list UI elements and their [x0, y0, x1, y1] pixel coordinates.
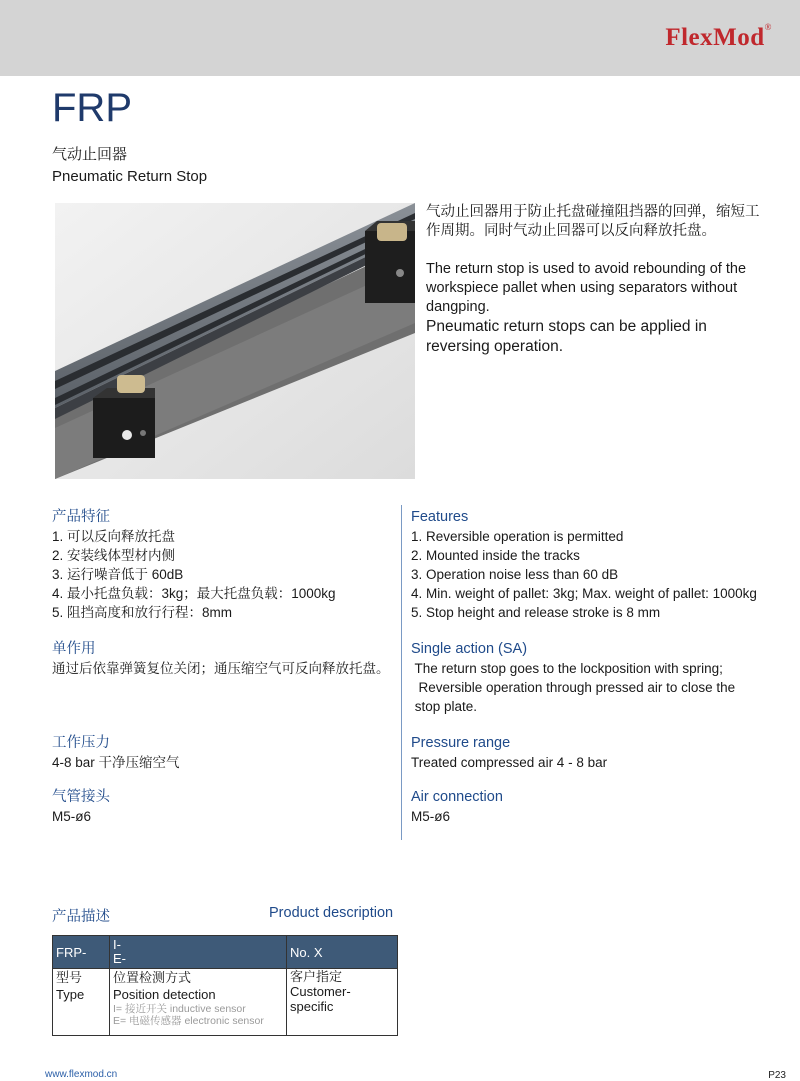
single-action-en [411, 640, 781, 716]
pressure-cn-text: 4-8 bar 干净压缩空气 [52, 755, 180, 770]
list-item: 4. Min. weight of pallet: 3kg; Max. weight of pallet: 1000kg [411, 586, 757, 601]
code-sensor-option: I- [113, 937, 121, 952]
air-connection-cn-text: M5-ø6 [52, 809, 92, 824]
position-detection-cn: 位置检测方式 [113, 970, 192, 985]
column-divider [401, 505, 402, 840]
single-action-cn-text: 通过后依靠弹簧复位关闭；通压缩空气可反向释放托盘。 [52, 661, 390, 676]
customer-specific-cn: 客户指定 [290, 969, 343, 984]
page-title: FRP [52, 86, 132, 130]
list-item: 4. 最小托盘负载：3kg；最大托盘负载：1000kg [52, 586, 336, 601]
page-number: P23 [768, 1070, 786, 1081]
customer-specific-en: Customer-specific [290, 984, 351, 1014]
air-connection-en-text: M5-ø6 [411, 809, 451, 824]
product-description-heading-en: Product description [269, 905, 394, 921]
subtitle-cn: 气动止回器 [52, 146, 128, 163]
list-item: 2. Mounted inside the tracks [411, 548, 580, 563]
single-action-cn [52, 640, 392, 678]
features-cn [52, 508, 392, 622]
type-label-en: Type [56, 987, 85, 1002]
position-detection-cell [110, 969, 287, 1036]
sensor-option-electronic: E= 电磁传感器 electronic sensor [113, 1015, 264, 1027]
type-label-cn: 型号 [56, 970, 83, 985]
single-action-cn-heading: 单作用 [52, 641, 96, 657]
product-code-table [52, 935, 398, 1036]
list-item: 3. Operation noise less than 60 dB [411, 567, 619, 582]
list-item: 1. 可以反向释放托盘 [52, 529, 176, 544]
pressure-cn-heading: 工作压力 [52, 735, 110, 751]
website-link[interactable]: www.flexmod.cn [45, 1069, 118, 1080]
features-en [411, 508, 781, 622]
air-connection-en [411, 788, 781, 826]
single-action-en-line: Reversible operation through pressed air to close the [411, 680, 736, 695]
list-item: 3. 运行噪音低于 60dB [52, 567, 184, 582]
product-description-heading-cn: 产品描述 [52, 909, 110, 925]
code-number-cell: No. X [287, 936, 398, 969]
code-prefix-cell: FRP- [53, 936, 110, 969]
pressure-cn [52, 734, 392, 772]
list-item: 2. 安装线体型材内侧 [52, 548, 176, 563]
features-cn-heading: 产品特征 [52, 509, 110, 525]
pressure-en [411, 734, 781, 772]
pressure-en-heading: Pressure range [411, 735, 511, 751]
return-stop-illustration [55, 203, 415, 479]
single-action-en-line: stop plate. [411, 699, 478, 714]
position-detection-en: Position detection [113, 987, 216, 1002]
description-en-1: The return stop is used to avoid rebounding of the workspiece pallet when using separators without dangping. [426, 261, 747, 315]
list-item: 5. 阻挡高度和放行行程：8mm [52, 605, 233, 620]
features-en-heading: Features [411, 509, 469, 525]
pressure-en-text: Treated compressed air 4 - 8 bar [411, 755, 608, 770]
subtitle-en: Pneumatic Return Stop [52, 168, 208, 185]
sensor-option-inductive: I= 接近开关 inductive sensor [113, 1003, 246, 1015]
air-connection-en-heading: Air connection [411, 789, 503, 805]
list-item: 1. Reversible operation is permitted [411, 529, 624, 544]
brand-logo: FlexMod® [665, 22, 772, 51]
table-header-row [53, 936, 398, 969]
product-photo [55, 203, 415, 479]
single-action-en-line: The return stop goes to the lockposition with spring; [411, 661, 723, 676]
code-sensor-cell [110, 936, 287, 969]
description-cn: 气动止回器用于防止托盘碰撞阻挡器的回弹，缩短工作周期。同时气动止回器可以反向释放托盘。 [426, 204, 760, 239]
air-connection-cn-heading: 气管接头 [52, 789, 110, 805]
list-item: 5. Stop height and release stroke is 8 mm [411, 605, 661, 620]
description-en-2: Pneumatic return stops can be applied in reversing operation. [426, 318, 707, 355]
single-action-en-heading: Single action (SA) [411, 641, 528, 657]
page-header [0, 0, 800, 76]
product-description [426, 203, 771, 357]
table-row [53, 969, 398, 1036]
type-cell [53, 969, 110, 1036]
air-connection-cn [52, 788, 392, 826]
customer-specific-cell [287, 969, 398, 1036]
code-sensor-option: E- [113, 951, 126, 966]
